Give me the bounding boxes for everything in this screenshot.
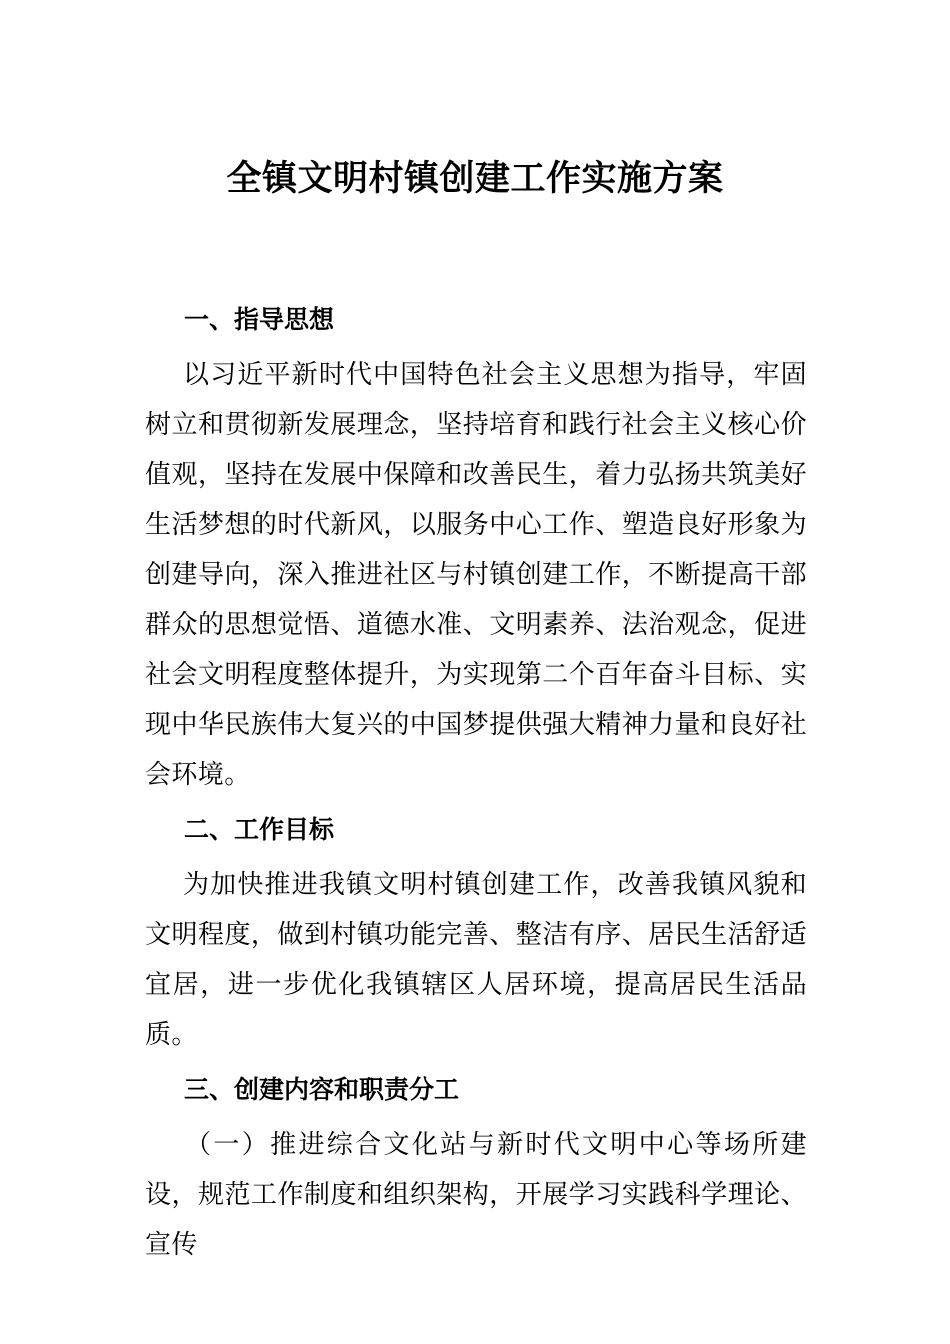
section-paragraph-work-goals: 为加快推进我镇文明村镇创建工作，改善我镇风貌和文明程度，做到村镇功能完善、整洁有序、居民生活舒适宜居，进一步优化我镇辖区人居环境，提高居民生活品质。 — [145, 870, 807, 1050]
section-heading-guiding-ideology: 一、指导思想 — [184, 305, 335, 334]
section-paragraph-content-and-duties: （一）推进综合文化站与新时代文明中心等场所建设，规范工作制度和组织架构，开展学习实践科学理论、宣传 — [145, 1130, 807, 1260]
document-body — [145, 293, 807, 1270]
section-paragraph-guiding-ideology: 以习近平新时代中国特色社会主义思想为指导，牢固树立和贯彻新发展理念，坚持培育和践行社会主义核心价值观，坚持在发展中保障和改善民生，着力弘扬共筑美好生活梦想的时代新风，以服务中心工作、塑造良好形象为创建导向，深入推进社区与村镇创建工作，不断提高干部群众的思想觉悟、道德水准、文明素养、法治观念，促进社会文明程度整体提升，为实现第二个百年奋斗目标、实现中华民族伟大复兴的中国梦提供强大精神力量和良好社会环境。 — [145, 360, 807, 790]
section-heading-work-goals: 二、工作目标 — [184, 815, 335, 844]
document-title: 全镇文明村镇创建工作实施方案 — [226, 159, 724, 199]
section-heading-content-and-duties: 三、创建内容和职责分工 — [184, 1075, 460, 1104]
